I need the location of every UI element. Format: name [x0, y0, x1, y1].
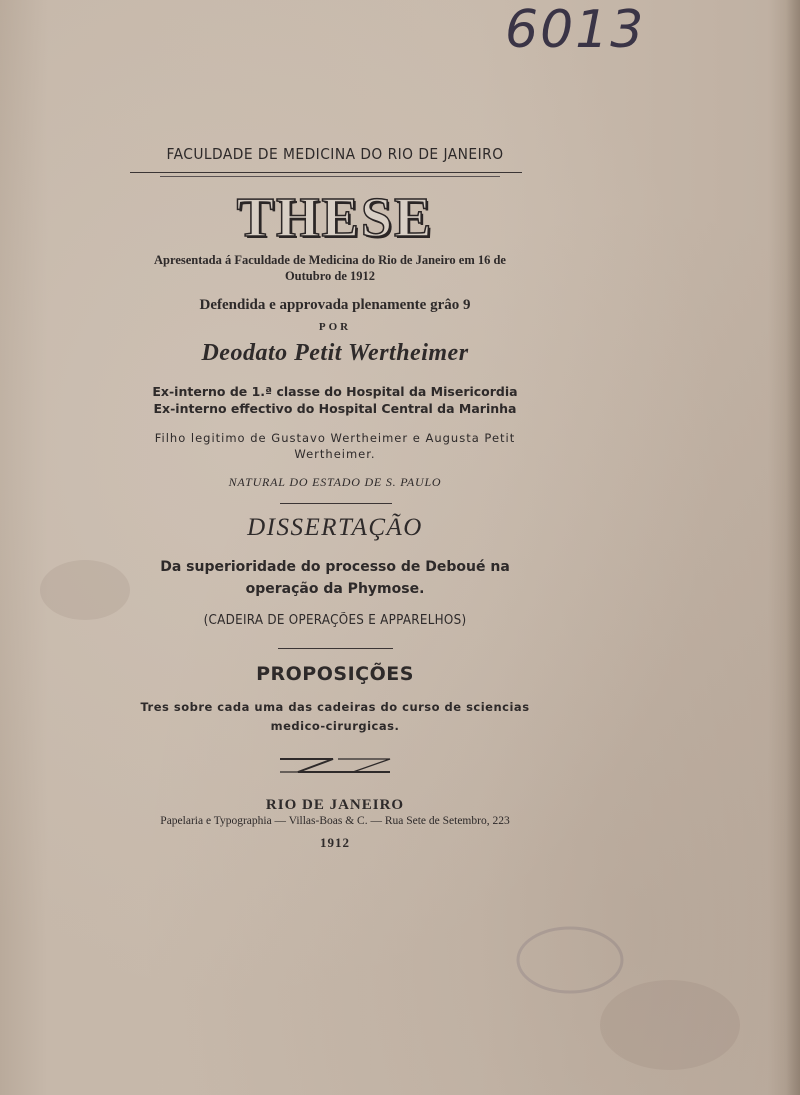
propositions-heading: PROPOSIÇÕES [256, 663, 414, 685]
section-divider [278, 648, 393, 649]
author-role-1: Ex-interno de 1.ª classe do Hospital da Misericordia [152, 384, 518, 399]
header-rule-thin [160, 176, 500, 177]
parents-line: Filho legitimo de Gustavo Wertheimer e Augusta Petit Wertheimer. [154, 431, 516, 461]
faded-stamp-icon [510, 920, 630, 1000]
by-label: POR [318, 321, 352, 333]
city-line: RIO DE JANEIRO [265, 797, 405, 813]
section-divider [280, 503, 392, 504]
chair-line: (CADEIRA DE OPERAÇÕES E APPARELHOS) [203, 613, 467, 628]
faculty-heading: FACULDADE DE MEDICINA DO RIO DE JANEIRO [166, 145, 504, 163]
printer-line: Papelaria e Typographia — Villas-Boas & C. — Rua Sete de Setembro, 223 [160, 815, 510, 827]
presentation-line: Apresentada á Faculdade de Medicina do Rio de Janeiro em 16 de Outubro de 1912 [154, 253, 506, 283]
year-line: 1912 [320, 835, 350, 850]
author-role-2: Ex-interno effectivo do Hospital Central da Marinha [153, 401, 517, 416]
handwritten-catalog-number: 6013 [505, 0, 646, 60]
propositions-text: Tres sobre cada uma das cadeiras do curso de sciencias medico-cirurgicas. [140, 700, 530, 733]
origin-line: NATURAL DO ESTADO DE S. PAULO [228, 475, 442, 489]
dissertation-text: Da superioridade do processo de Deboué na operação da Phymose. [160, 559, 510, 597]
paper-stain [40, 560, 130, 620]
author-name: Deodato Petit Wertheimer [201, 340, 469, 366]
page-edge [786, 0, 800, 1095]
thesis-title: THESE [236, 187, 434, 249]
ornament-divider-icon [278, 755, 393, 777]
approval-line: Defendida e approvada plenamente grâo 9 [199, 297, 471, 313]
header-rule [130, 172, 522, 173]
dissertation-heading: DISSERTAÇÃO [247, 514, 423, 541]
